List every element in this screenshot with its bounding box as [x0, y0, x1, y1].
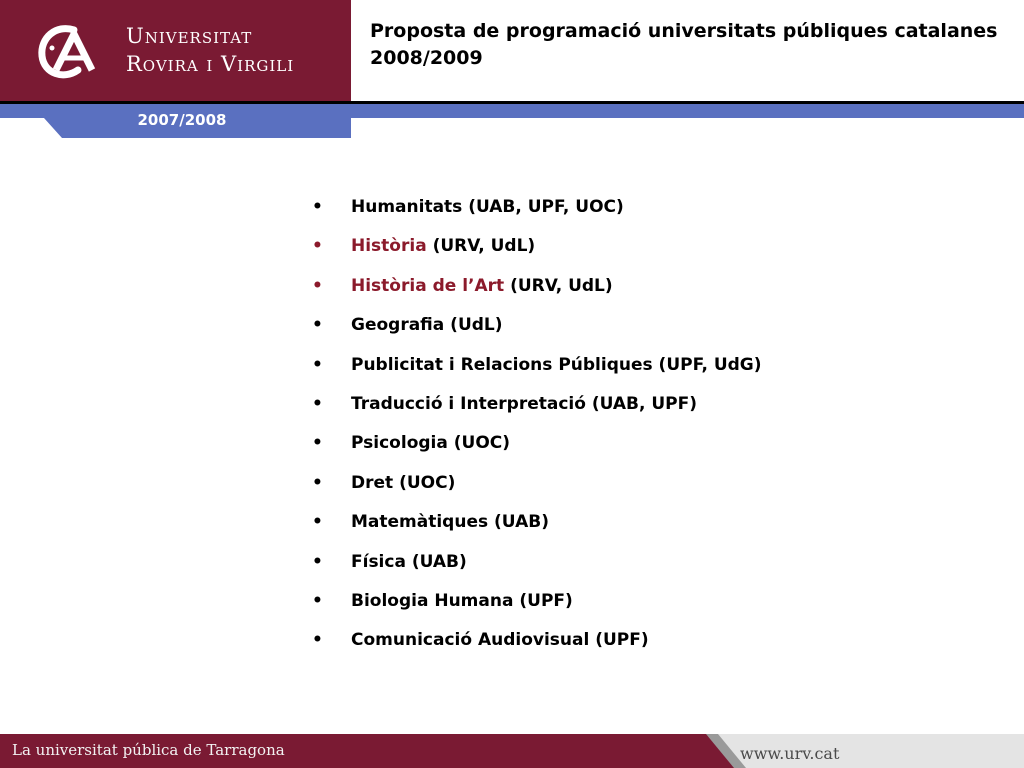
bullet-icon: •: [312, 512, 323, 533]
slide-title: Proposta de programació universitats públiques catalanes 2008/2009: [370, 20, 998, 69]
item-text: (URV, UdL): [426, 236, 536, 257]
bullet-icon: •: [312, 315, 323, 336]
item-text: Matemàtiques (UAB): [351, 512, 549, 533]
list-item: [310, 236, 762, 275]
logo-panel: [0, 0, 351, 101]
item-text: Psicologia (UOC): [351, 433, 511, 454]
list-item: [310, 473, 762, 512]
bullet-icon: •: [312, 630, 323, 651]
item-text: Dret (UOC): [351, 472, 456, 493]
bullet-icon: •: [312, 472, 323, 493]
highlighted-term: Història: [351, 236, 427, 257]
bullet-icon: •: [312, 393, 323, 414]
list-item: [310, 552, 762, 591]
item-text: Geografia (UdL): [351, 315, 503, 336]
bullet-icon: •: [312, 354, 323, 375]
year-label: 2007/2008: [137, 111, 227, 129]
list-item: [310, 433, 762, 472]
item-text: Física (UAB): [351, 551, 467, 572]
bullet-icon: •: [312, 236, 323, 257]
bullet-icon: •: [312, 275, 323, 296]
item-text: Biologia Humana (UPF): [351, 590, 573, 611]
list-item: [310, 355, 762, 394]
university-name-line2: Rovira i Virgili: [126, 52, 295, 76]
bullet-icon: •: [312, 433, 323, 454]
list-item: [310, 394, 762, 433]
item-text: Comunicació Audiovisual (UPF): [351, 630, 649, 651]
item-text: Humanitats (UAB, UPF, UOC): [351, 197, 624, 217]
list-item: [310, 315, 762, 354]
list-item: [310, 512, 762, 551]
item-text: Publicitat i Relacions Públiques (UPF, UdG): [351, 354, 762, 375]
list-item: [310, 276, 762, 315]
university-name: [126, 22, 294, 78]
bullet-icon: •: [312, 551, 323, 572]
list-item: [310, 591, 762, 630]
item-text: Traducció i Interpretació (UAB, UPF): [351, 393, 698, 414]
urv-logo-icon: [34, 20, 102, 84]
bullet-icon: •: [312, 590, 323, 611]
bullet-icon: •: [312, 197, 323, 217]
header-band: [351, 104, 1024, 118]
footer-url: www.urv.cat: [740, 744, 840, 763]
list-item: [310, 197, 762, 236]
university-name-line1: Universitat: [126, 24, 253, 48]
list-item: [310, 630, 762, 669]
footer-tagline: La universitat pública de Tarragona: [12, 741, 285, 759]
item-text: (URV, UdL): [504, 275, 613, 296]
programme-list: [310, 197, 762, 670]
highlighted-term: Història de l’Art: [351, 275, 505, 296]
